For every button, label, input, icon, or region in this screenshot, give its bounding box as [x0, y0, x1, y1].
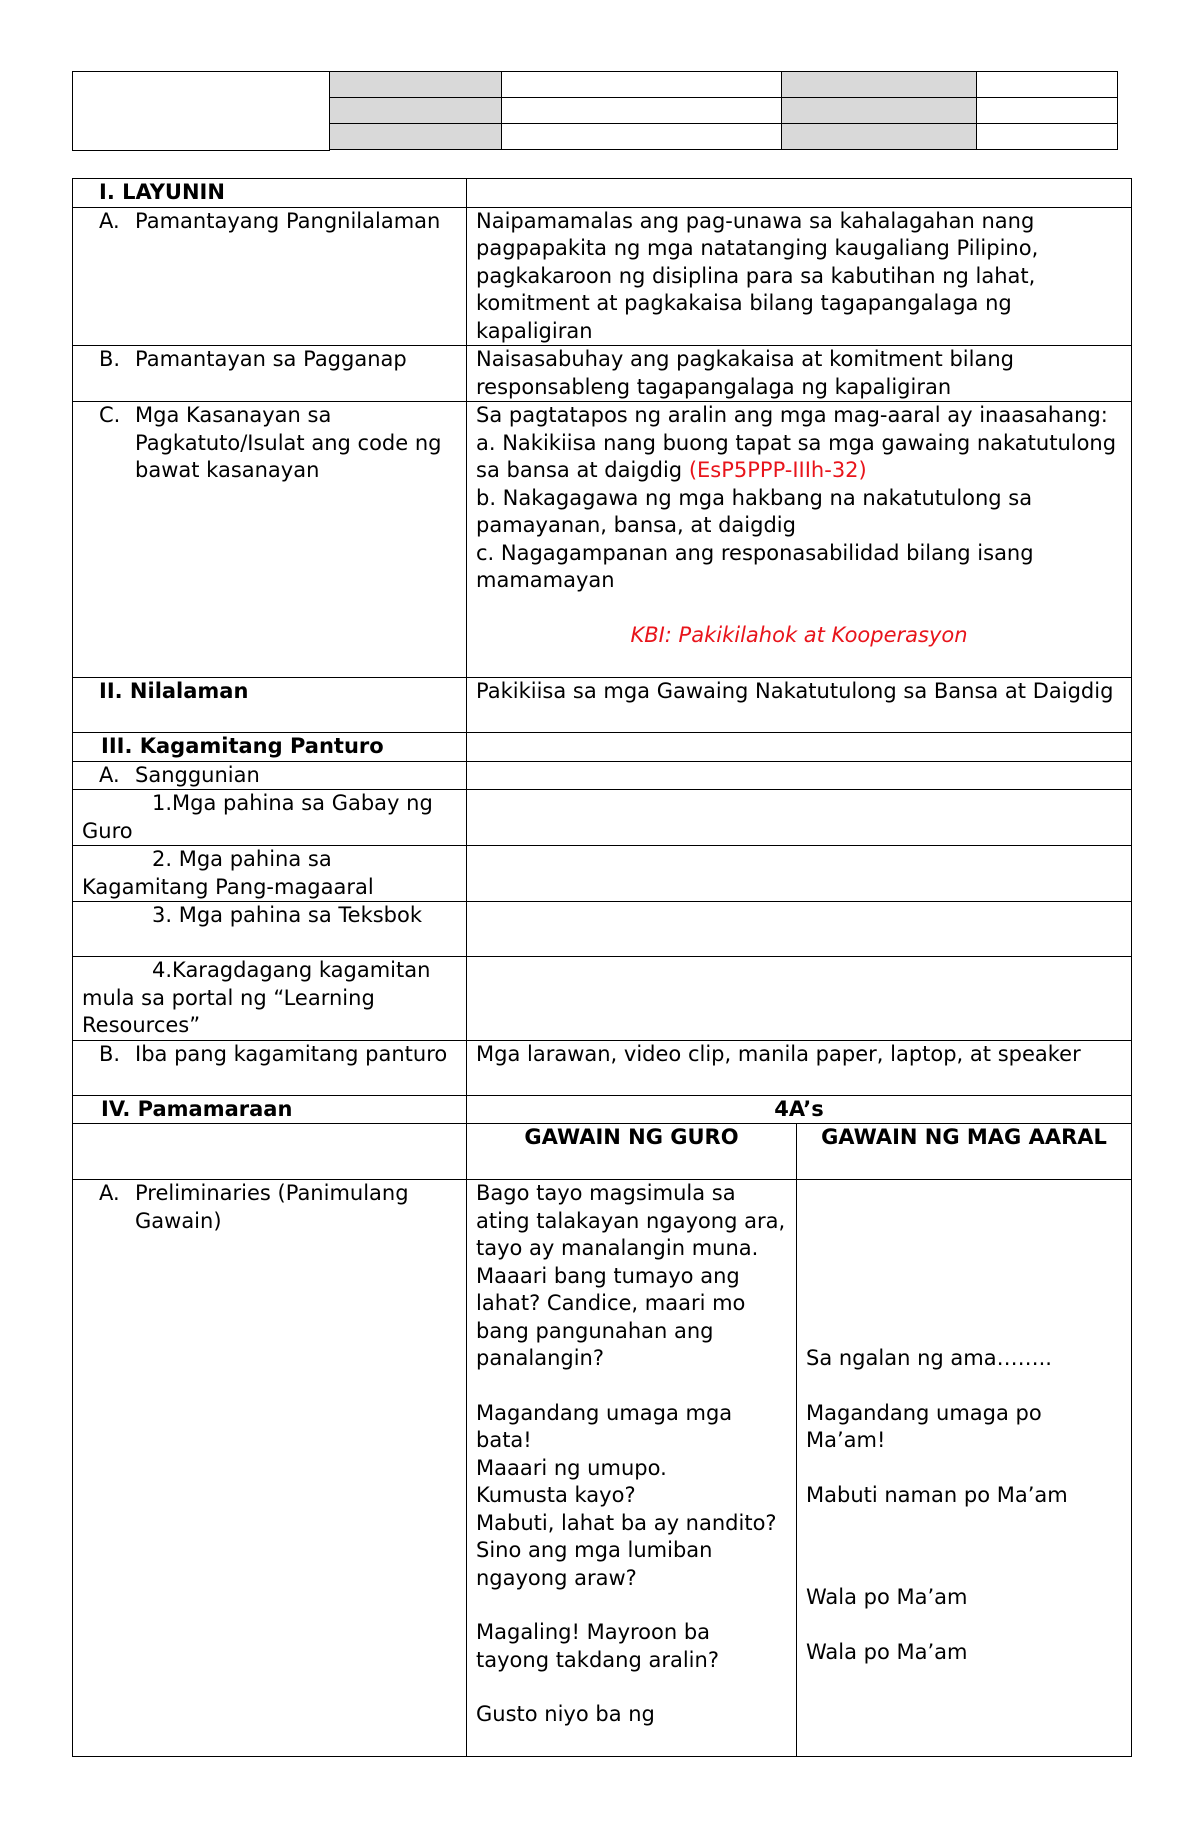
guro-text: Mabuti, lahat ba ay nandito? Sino ang mga lumiban ngayong araw?: [476, 1510, 777, 1590]
value-nilalaman: Pakikiisa sa mga Gawaing Nakatutulong sa Bansa at Daigdig: [467, 678, 1132, 733]
header-value-cell: [977, 98, 1118, 124]
guro-text: Magaling! Mayroon ba tayong takdang aralin?: [476, 1620, 719, 1672]
item-letter: C.: [99, 403, 121, 427]
header-value-cell: [502, 72, 782, 98]
guro-text: Bago tayo magsimula sa ating talakayan ngayong ara, tayo ay manalangin muna. Maaari bang tumayo ang lahat? Candice, maari mo bang pangunahan ang panalangin?: [476, 1181, 786, 1370]
empty-cell: [467, 790, 1132, 846]
empty-cell: [467, 761, 1132, 790]
header-label-cell: [330, 98, 502, 124]
label-sanggunian: [73, 761, 467, 790]
table-row: [73, 846, 1132, 902]
mag-aaral-text: Mabuti naman po Ma’am: [806, 1482, 1068, 1507]
guro-text: Maaari ng umupo.: [476, 1455, 667, 1480]
table-row: [73, 790, 1132, 846]
method-label: 4A’s: [467, 1095, 1132, 1124]
header-value-cell: [502, 98, 782, 124]
table-row: [73, 1040, 1132, 1095]
header-value-cell: [977, 72, 1118, 98]
value-mga-kasanayan: [467, 402, 1132, 678]
mag-aaral-text: Magandang umaga po Ma’am!: [806, 1400, 1042, 1452]
header-info-grid: [329, 71, 1118, 150]
item-label: Iba pang kagamitang panturo: [135, 1041, 448, 1066]
value-pamantayan-sa-pagganap: Naisasabuhay ang pagkakaisa at komitment bilang responsableng tagapangalaga ng kapaligiran: [467, 346, 1132, 402]
header-label-cell: [330, 72, 502, 98]
empty-cell: [467, 179, 1132, 208]
header-label-cell: [330, 124, 502, 150]
label-gabay-ng-guro: 1.Mga pahina sa Gabay ng Guro: [73, 790, 467, 846]
gawain-ng-guro-cell: [467, 1180, 797, 1757]
mag-aaral-text: Wala po Ma’am: [806, 1639, 968, 1664]
table-row: [73, 733, 1132, 762]
header-logo-box: [72, 71, 330, 151]
header-table: [72, 71, 1117, 151]
guro-text: Gusto niyo ba ng: [476, 1702, 655, 1726]
empty-cell: [467, 957, 1132, 1041]
header-row: [330, 124, 1118, 150]
header-value-cell: [502, 124, 782, 150]
header-label-cell: [782, 72, 977, 98]
table-row: [73, 179, 1132, 208]
label-pamantayang-pangnilalaman: [73, 207, 467, 346]
kasanayan-item-c: c. Nagagampanan ang responasabilidad bilang isang mamamayan: [476, 540, 1034, 592]
mag-aaral-text: Wala po Ma’am: [806, 1585, 968, 1609]
section-heading-pamamaraan: IV. Pamamaraan: [73, 1095, 467, 1124]
kasanayan-item-b: b. Nakagagawa ng mga hakbang na nakatutulong sa pamayanan, bansa, at daigdig: [476, 485, 1033, 537]
value-pamantayang-pangnilalaman: Naipamamalas ang pag-unawa sa kahalagahan nang pagpapakita ng mga natatanging kaugaliang Pilipino, pagkakaroon ng disiplina para sa kabutihan ng lahat, komitment at pagkakaisa bilang tagapangalaga ng kapaligiran: [467, 207, 1132, 346]
item-letter: A.: [99, 1181, 120, 1205]
label-mga-kasanayan: [73, 402, 467, 678]
mag-aaral-text: Sa ngalan ng ama……..: [806, 1346, 1052, 1370]
item-label: Mga Kasanayan sa Pagkatuto/Isulat ang code ng bawat kasanayan: [135, 403, 442, 482]
kasanayan-intro: Sa pagtatapos ng aralin ang mga mag-aaral ay inaasahang:: [476, 403, 1108, 427]
label-pamantayan-sa-pagganap: [73, 346, 467, 402]
table-row: [73, 1180, 1132, 1757]
header-label-cell: [782, 124, 977, 150]
section-heading-nilalaman: II. Nilalaman: [73, 678, 467, 733]
label-iba-pang-kagamitan: [73, 1040, 467, 1095]
table-row: [73, 402, 1132, 678]
header-label-cell: [782, 98, 977, 124]
empty-cell: [467, 846, 1132, 902]
table-row: [73, 957, 1132, 1041]
item-label: Preliminaries (Panimulang Gawain): [135, 1181, 409, 1233]
item-letter: A.: [99, 762, 120, 787]
guro-text: Magandang umaga mga bata!: [476, 1400, 733, 1452]
table-row: [73, 761, 1132, 790]
column-header-guro: GAWAIN NG GURO: [467, 1124, 797, 1180]
empty-cell: [73, 1124, 467, 1180]
kasanayan-item-a: [476, 430, 1122, 485]
item-letter: B.: [99, 1041, 121, 1066]
item-letter: B.: [99, 347, 121, 371]
table-row: [73, 207, 1132, 346]
label-learning-resources: 4.Karagdagang kagamitan mula sa portal ng “Learning Resources”: [73, 957, 467, 1041]
section-heading-layunin: I. LAYUNIN: [73, 179, 467, 208]
header-row: [330, 98, 1118, 124]
guro-text: Kumusta kayo?: [476, 1483, 636, 1507]
competency-code: (EsP5PPP-IIIh-32): [688, 458, 867, 482]
column-header-mag-aaral: GAWAIN NG MAG AARAL: [797, 1124, 1132, 1180]
label-preliminaries: [73, 1180, 467, 1757]
label-kagamitang-pang-magaaral: 2. Mga pahina sa Kagamitang Pang-magaaral: [73, 846, 467, 902]
kbi-label: KBI: Pakikilahok at Kooperasyon: [630, 622, 968, 647]
lesson-plan-table: [72, 178, 1132, 1757]
kasanayan-item-a-text: a. Nakikiisa nang buong tapat sa mga gawaing nakatutulong sa bansa at daigdig: [476, 430, 1117, 482]
item-letter: A.: [99, 208, 120, 233]
value-iba-pang-kagamitan: Mga larawan, video clip, manila paper, laptop, at speaker: [467, 1040, 1132, 1095]
table-row: [73, 1095, 1132, 1124]
table-row: [73, 902, 1132, 957]
table-row: [73, 346, 1132, 402]
item-label: Pamantayan sa Pagganap: [135, 347, 407, 371]
label-teksbok: 3. Mga pahina sa Teksbok: [73, 902, 467, 957]
table-row: [73, 1124, 1132, 1180]
gawain-ng-mag-aaral-cell: [797, 1180, 1132, 1757]
empty-cell: [467, 902, 1132, 957]
header-row: [330, 72, 1118, 98]
section-heading-kagamitan: III. Kagamitang Panturo: [73, 733, 467, 762]
empty-cell: [467, 733, 1132, 762]
item-label: Pamantayang Pangnilalaman: [135, 208, 441, 233]
item-label: Sanggunian: [135, 762, 260, 787]
table-row: [73, 678, 1132, 733]
header-value-cell: [977, 124, 1118, 150]
